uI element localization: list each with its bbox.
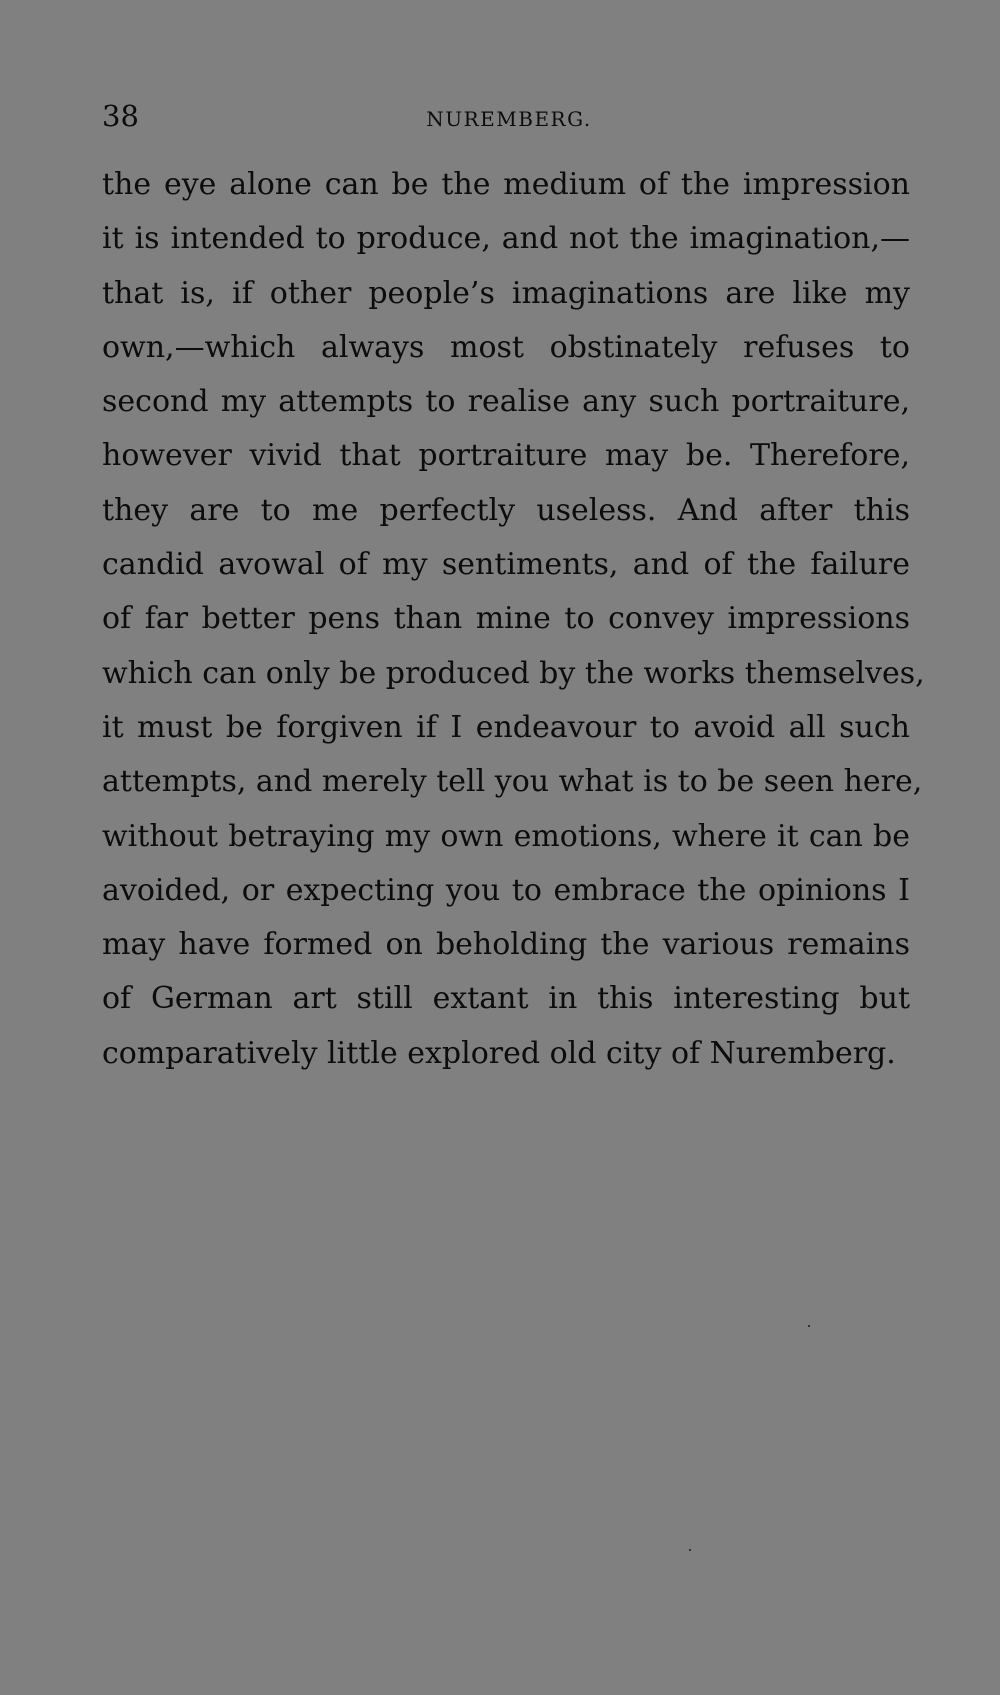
text-line: attempts, and merely tell you what is to be seen here, [102, 764, 923, 800]
text-line: the eye alone can be the medium of the impression [102, 167, 910, 202]
text-line: second my attempts to realise any such portraiture, [102, 384, 910, 420]
text-line: it is intended to produce, and not the imagination,— [102, 221, 910, 257]
body-text [102, 158, 925, 1081]
text-line: that is, if other people’s imaginations are like my [102, 275, 910, 311]
scan-speck [689, 1549, 691, 1551]
text-line: it must be forgiven if I endeavour to avoid all such [102, 709, 910, 745]
text-line: of far better pens than mine to convey impressions [102, 601, 910, 637]
scan-speck [808, 1325, 810, 1327]
running-head [102, 96, 910, 136]
text-line: own,—which always most obstinately refuses to [102, 329, 910, 365]
text-line: of German art still extant in this interesting but [102, 981, 910, 1017]
text-line: comparatively little explored old city of Nuremberg. [102, 1035, 896, 1071]
page-number: 38 [102, 99, 139, 133]
text-line: they are to me perfectly useless. And after this [102, 492, 910, 528]
text-line: may have formed on beholding the various remains [102, 927, 910, 963]
text-line: without betraying my own emotions, where it can be [102, 818, 910, 854]
text-line: candid avowal of my sentiments, and of the failure [102, 547, 910, 583]
text-line: avoided, or expecting you to embrace the opinions I [102, 872, 910, 908]
text-line: however vivid that portraiture may be. Therefore, [102, 438, 910, 474]
text-line: which can only be produced by the works themselves, [102, 655, 925, 691]
running-title: NUREMBERG. [426, 107, 592, 131]
